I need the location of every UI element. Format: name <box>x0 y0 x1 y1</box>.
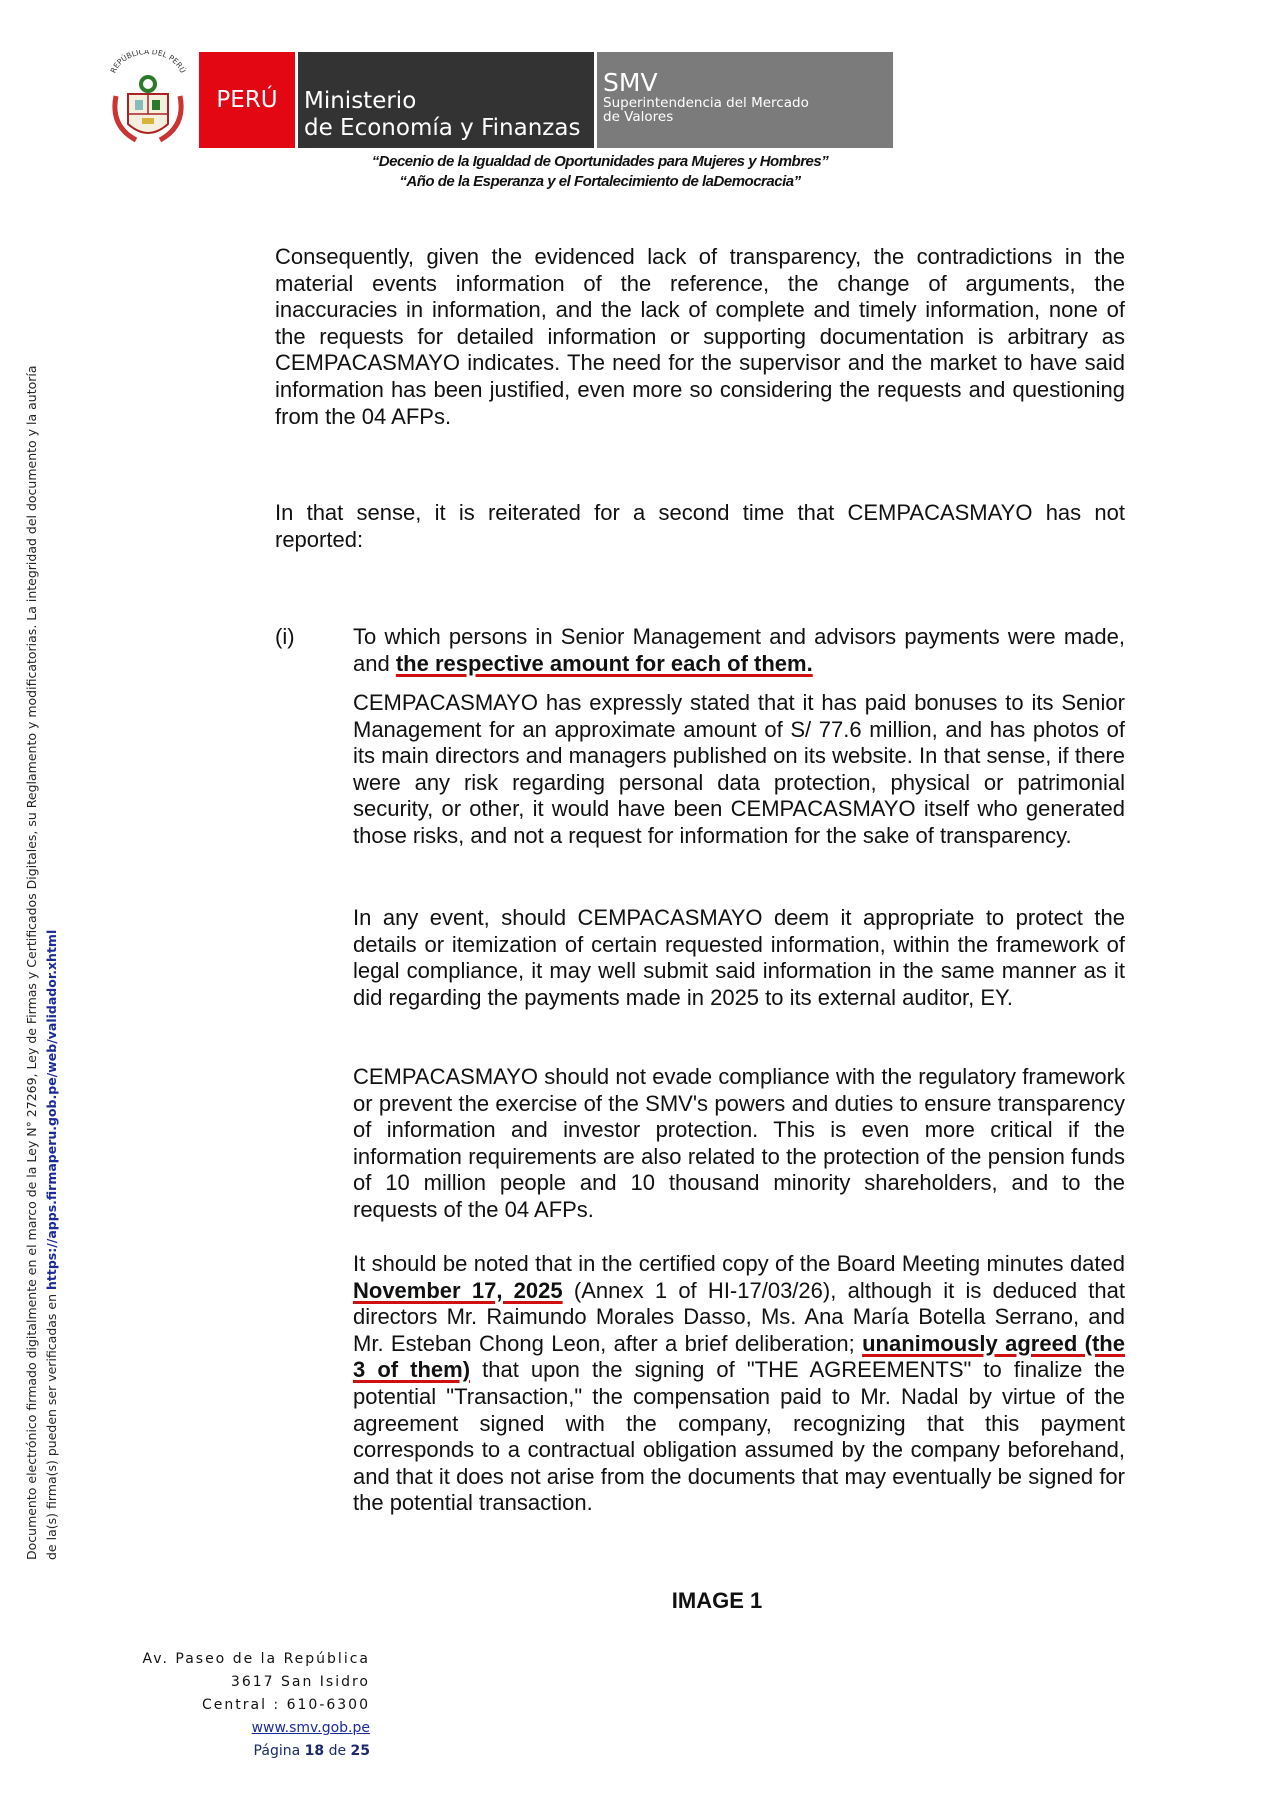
board-minutes-text-b: (Annex 1 of HI-17/03/26), although it is deduced that directors Mr. Raimundo Morales Dasso, Ms. Ana María Botella Serrano, and Mr. Esteban Chong Leon, after a brief deliberation; <box>353 1277 1125 1356</box>
signature-notice-prefix: de la(s) firma(s) pueden ser verificadas en <box>44 1290 59 1560</box>
crest-text-path: REPÚBLICA DEL PERÚ <box>108 50 188 75</box>
image-caption: IMAGE 1 <box>671 1588 763 1613</box>
ministry-line2: de Economía y Finanzas <box>304 115 581 141</box>
page-total: 25 <box>350 1743 370 1759</box>
smv-title: SMV <box>603 68 658 97</box>
board-minutes-text-c: that upon the signing of "THE AGREEMENTS" to finalize the potential "Transaction," the compensation paid to Mr. Nadal by virtue of the agreement signed with the company, recognizing that this payment corresponds to a contractual obligation assumed by the company beforehand, and that it does not arise from the documents that may eventually be signed for the potential transaction. <box>353 1357 1125 1516</box>
digital-signature-notice <box>22 365 62 1560</box>
board-minutes-date: November 17, 2025 <box>353 1277 563 1303</box>
paragraph-board-minutes <box>353 1251 1125 1517</box>
peru-label: PERÚ <box>216 87 278 113</box>
ministry-line1: Ministerio <box>304 88 417 114</box>
crest-text <box>109 50 188 74</box>
paragraph-bonuses: CEMPACASMAYO has expressly stated that it has paid bonuses to its Senior Management for an approximate amount of S/ 77.6 million, and has photos of its main directors and managers published on its website. In that sense, if there were any risk regarding personal data protection, physical or patrimonial security, or other, it would have been CEMPACASMAYO itself who generated those risks, and not a request for information for the sake of transparency. <box>353 690 1125 848</box>
board-minutes-text-a: It should be noted that in the certified copy of the Board Meeting minutes dated <box>353 1251 1125 1276</box>
item-text <box>353 624 1125 677</box>
signature-notice-line2 <box>42 365 62 1560</box>
page-label: Página <box>253 1743 301 1759</box>
header-motto <box>300 152 900 192</box>
item-text-main: To which persons in Senior Management and advisors payments were made, and <box>353 624 1125 676</box>
smv-line2: de Valores <box>603 109 674 125</box>
footer-address1: Av. Paseo de la República <box>142 1651 370 1667</box>
smv-brand-block <box>597 52 893 148</box>
board-minutes-highlight: unanimously agreed (the 3 of them) <box>353 1330 1125 1383</box>
page-of: de <box>328 1743 347 1759</box>
page-current: 18 <box>304 1743 325 1759</box>
item-highlight: the respective amount for each of them. <box>395 650 813 676</box>
paragraph-consequently: Consequently, given the evidenced lack of transparency, the contradictions in the material events information of the reference, the change of arguments, the inaccuracies in information, and the lack of complete and timely information, none of the requests for detailed information or supporting documentation is arbitrary as CEMPACASMAYO indicates. The need for the supervisor and the market to have said information has been justified, even more so considering the requests and questioning from the 04 AFPs. <box>275 244 1125 429</box>
footer-website-link[interactable]: www.smv.gob.pe <box>251 1720 370 1736</box>
peru-coat-of-arms-logo <box>104 50 192 150</box>
ministry-brand-block <box>298 52 594 148</box>
item-number: (i) <box>275 624 295 649</box>
paragraph-reiterated: In that sense, it is reiterated for a second time that CEMPACASMAYO has not reported: <box>275 500 1125 552</box>
signature-notice-line1: Documento electrónico firmado digitalmente en el marco de la Ley N° 27269, Ley de Firmas y Certificados Digitales, su Reglamento y modificatorias. La integridad del documento y la autoría <box>24 365 39 1560</box>
validator-link[interactable]: https://apps.firmaperu.gob.pe/web/validador.xhtml <box>44 929 59 1290</box>
paragraph-should-not-evade: CEMPACASMAYO should not evade compliance with the regulatory framework or prevent the exercise of the SMV's powers and duties to ensure transparency of information and investor protection. This is even more critical if the information requirements are also related to the protection of the pension funds of 10 million people and 10 thousand minority shareholders, and to the requests of the 04 AFPs. <box>353 1064 1125 1222</box>
motto-line1: “Decenio de la Igualdad de Oportunidades para Mujeres y Hombres” <box>371 153 829 170</box>
motto-line2: “Año de la Esperanza y el Fortalecimiento de laDemocracia” <box>399 173 801 190</box>
page-number <box>130 1740 370 1763</box>
footer-address2: 3617 San Isidro <box>230 1674 370 1690</box>
footer-phone: Central : 610-6300 <box>202 1697 370 1713</box>
footer <box>130 1648 370 1763</box>
paragraph-in-any-event: In any event, should CEMPACASMAYO deem it appropriate to protect the details or itemization of certain requested information, within the framework of legal compliance, it may well submit said information in the same manner as it did regarding the payments made in 2025 to its external auditor, EY. <box>353 905 1125 1010</box>
peru-brand-block <box>199 52 295 148</box>
smv-line1: Superintendencia del Mercado <box>603 95 809 111</box>
